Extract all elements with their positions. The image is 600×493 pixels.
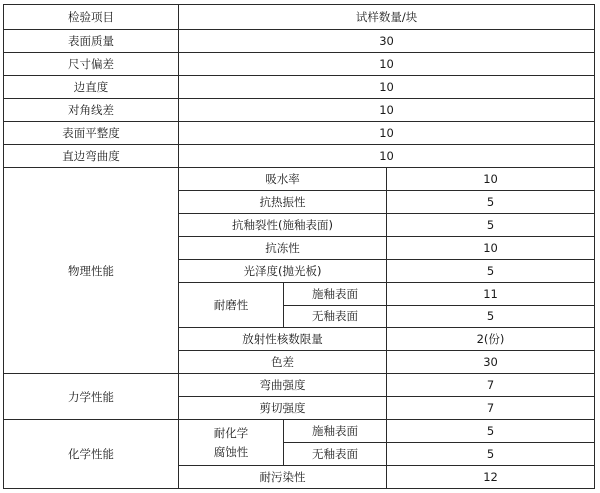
table-row: [4, 374, 595, 397]
qty-cell: 5: [387, 305, 595, 328]
qty-cell: 30: [179, 30, 595, 53]
qty-cell: 30: [387, 351, 595, 374]
sub-item-cell: 抗釉裂性(施釉表面): [179, 213, 387, 236]
sub-sub-item-cell: 施釉表面: [284, 282, 387, 305]
qty-cell: 10: [387, 236, 595, 259]
item-cell: 直边弯曲度: [4, 145, 179, 168]
header-item: 检验项目: [4, 5, 179, 30]
sub-sub-item-cell: 施釉表面: [284, 420, 387, 443]
item-cell: 尺寸偏差: [4, 53, 179, 76]
qty-cell: 5: [387, 213, 595, 236]
corrosion-label-line1: 耐化学: [213, 425, 249, 440]
qty-cell: 7: [387, 397, 595, 420]
qty-cell: 10: [179, 122, 595, 145]
sub-item-cell: 色差: [179, 351, 387, 374]
item-cell: 对角线差: [4, 99, 179, 122]
table-row: [4, 168, 595, 191]
sub-item-cell: 耐污染性: [179, 465, 387, 488]
sub-item-cell: 耐磨性: [179, 282, 284, 328]
qty-cell: 5: [387, 443, 595, 466]
table-row: [4, 99, 595, 122]
qty-cell: 5: [387, 259, 595, 282]
sub-item-cell: 剪切强度: [179, 397, 387, 420]
corrosion-label-line2: 腐蚀性: [213, 444, 249, 459]
qty-cell: 10: [179, 99, 595, 122]
qty-cell: 11: [387, 282, 595, 305]
table-row: [4, 145, 595, 168]
category-mechanical: 力学性能: [4, 374, 179, 420]
sub-item-cell: 吸水率: [179, 168, 387, 191]
table-row: [4, 420, 595, 443]
sub-item-cell: 光泽度(抛光板): [179, 259, 387, 282]
sample-quantity-table: [3, 4, 595, 489]
table-row: [4, 76, 595, 99]
table-header-row: [4, 5, 595, 30]
sub-item-cell: 放射性核数限量: [179, 328, 387, 351]
sub-item-cell: 抗冻性: [179, 236, 387, 259]
sub-item-cell: 弯曲强度: [179, 374, 387, 397]
item-cell: 表面平整度: [4, 122, 179, 145]
category-chemical: 化学性能: [4, 420, 179, 489]
table-row: [4, 53, 595, 76]
qty-cell: 7: [387, 374, 595, 397]
table-row: [4, 30, 595, 53]
qty-cell: 10: [387, 168, 595, 191]
qty-cell: 10: [179, 53, 595, 76]
qty-cell: 12: [387, 465, 595, 488]
qty-cell: 5: [387, 420, 595, 443]
qty-cell: 5: [387, 190, 595, 213]
sub-sub-item-cell: 无釉表面: [284, 443, 387, 466]
table-row: [4, 122, 595, 145]
sub-item-cell: [179, 420, 284, 466]
sub-item-cell: 抗热振性: [179, 190, 387, 213]
item-cell: 表面质量: [4, 30, 179, 53]
qty-cell: 10: [179, 76, 595, 99]
qty-cell: 2(份): [387, 328, 595, 351]
sub-sub-item-cell: 无釉表面: [284, 305, 387, 328]
qty-cell: 10: [179, 145, 595, 168]
header-quantity: 试样数量/块: [179, 5, 595, 30]
category-physical: 物理性能: [4, 168, 179, 374]
item-cell: 边直度: [4, 76, 179, 99]
